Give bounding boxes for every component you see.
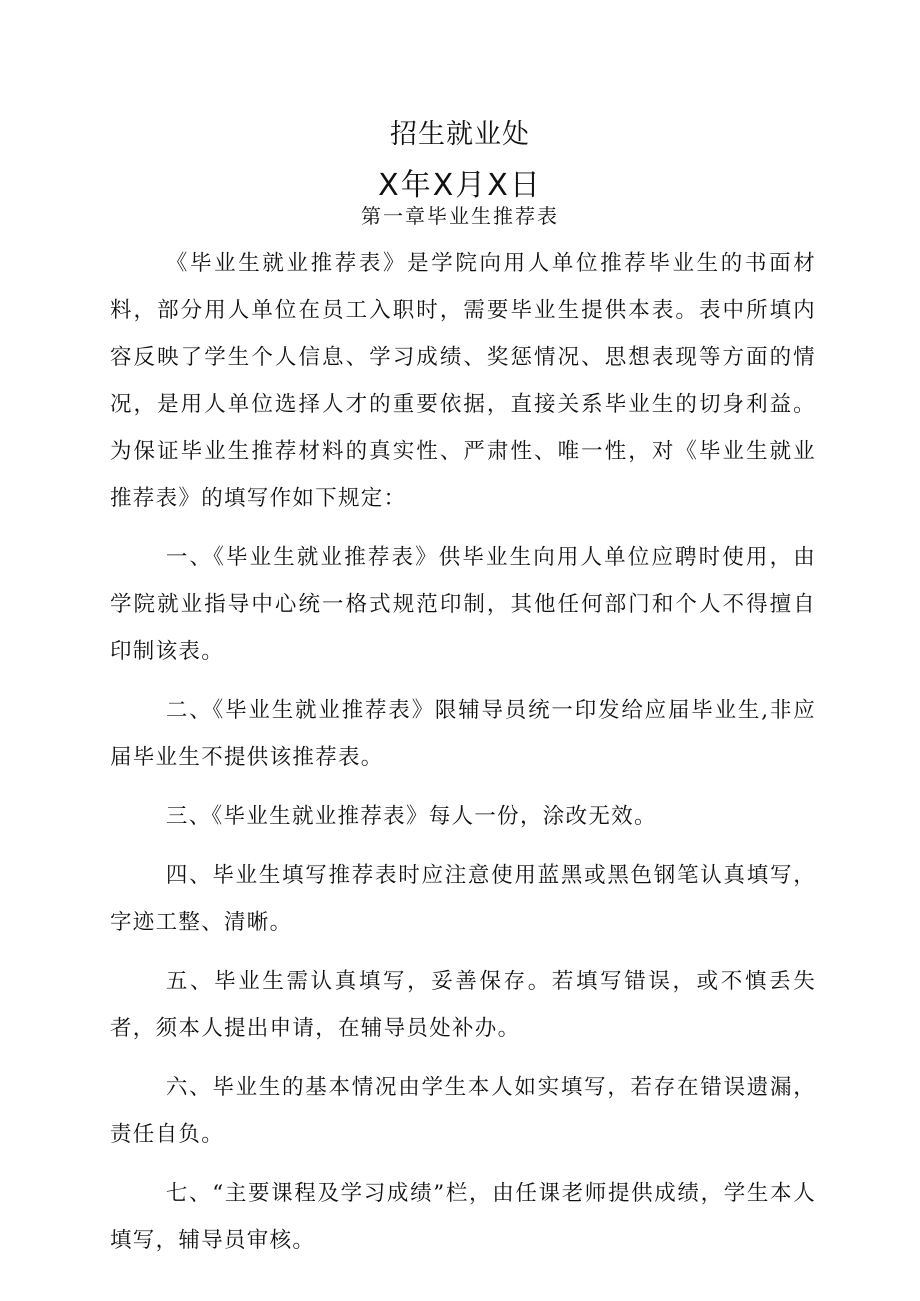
rule-item-5: 五、毕业生需认真填写，妥善保存。若填写错误，或不慎丢失者，须本人提出申请，在辅导员处补办。 <box>110 969 816 1041</box>
rule-item-4: 四、毕业生填写推荐表时应注意使用蓝黑或黑色钢笔认真填写，字迹工整、清晰。 <box>110 863 816 935</box>
rule-item-2: 二、《毕业生就业推荐表》限辅导员统一印发给应届毕业生,非应届毕业生不提供该推荐表。 <box>110 698 816 770</box>
rule-item-1: 一、《毕业生就业推荐表》供毕业生向用人单位应聘时使用，由学院就业指导中心统一格式规范印制，其他任何部门和个人不得擅自印制该表。 <box>110 545 816 664</box>
organization-title: 招生就业处 <box>390 119 530 150</box>
rule-item-6: 六、毕业生的基本情况由学生本人如实填写，若存在错误遗漏，责任自负。 <box>110 1075 816 1147</box>
chapter-heading: 第一章毕业生推荐表 <box>361 204 559 228</box>
rule-item-3: 三、《毕业生就业推荐表》每人一份，涂改无效。 <box>165 804 657 829</box>
document-body <box>110 240 816 1264</box>
intro-paragraph: 《毕业生就业推荐表》是学院向用人单位推荐毕业生的书面材料，部分用人单位在员工入职时，需要毕业生提供本表。表中所填内容反映了学生个人信息、学习成绩、奖惩情况、思想表现等方面的情况，是用人单位选择人才的重要依据，直接关系毕业生的切身利益。为保证毕业生推荐材料的真实性、严肃性、唯一性，对《毕业生就业推荐表》的填写作如下规定： <box>110 251 816 511</box>
rule-item-7: 七、“主要课程及学习成绩”栏，由任课老师提供成绩，学生本人填写，辅导员审核。 <box>110 1181 816 1253</box>
document-date: X年X月X日 <box>378 168 542 203</box>
